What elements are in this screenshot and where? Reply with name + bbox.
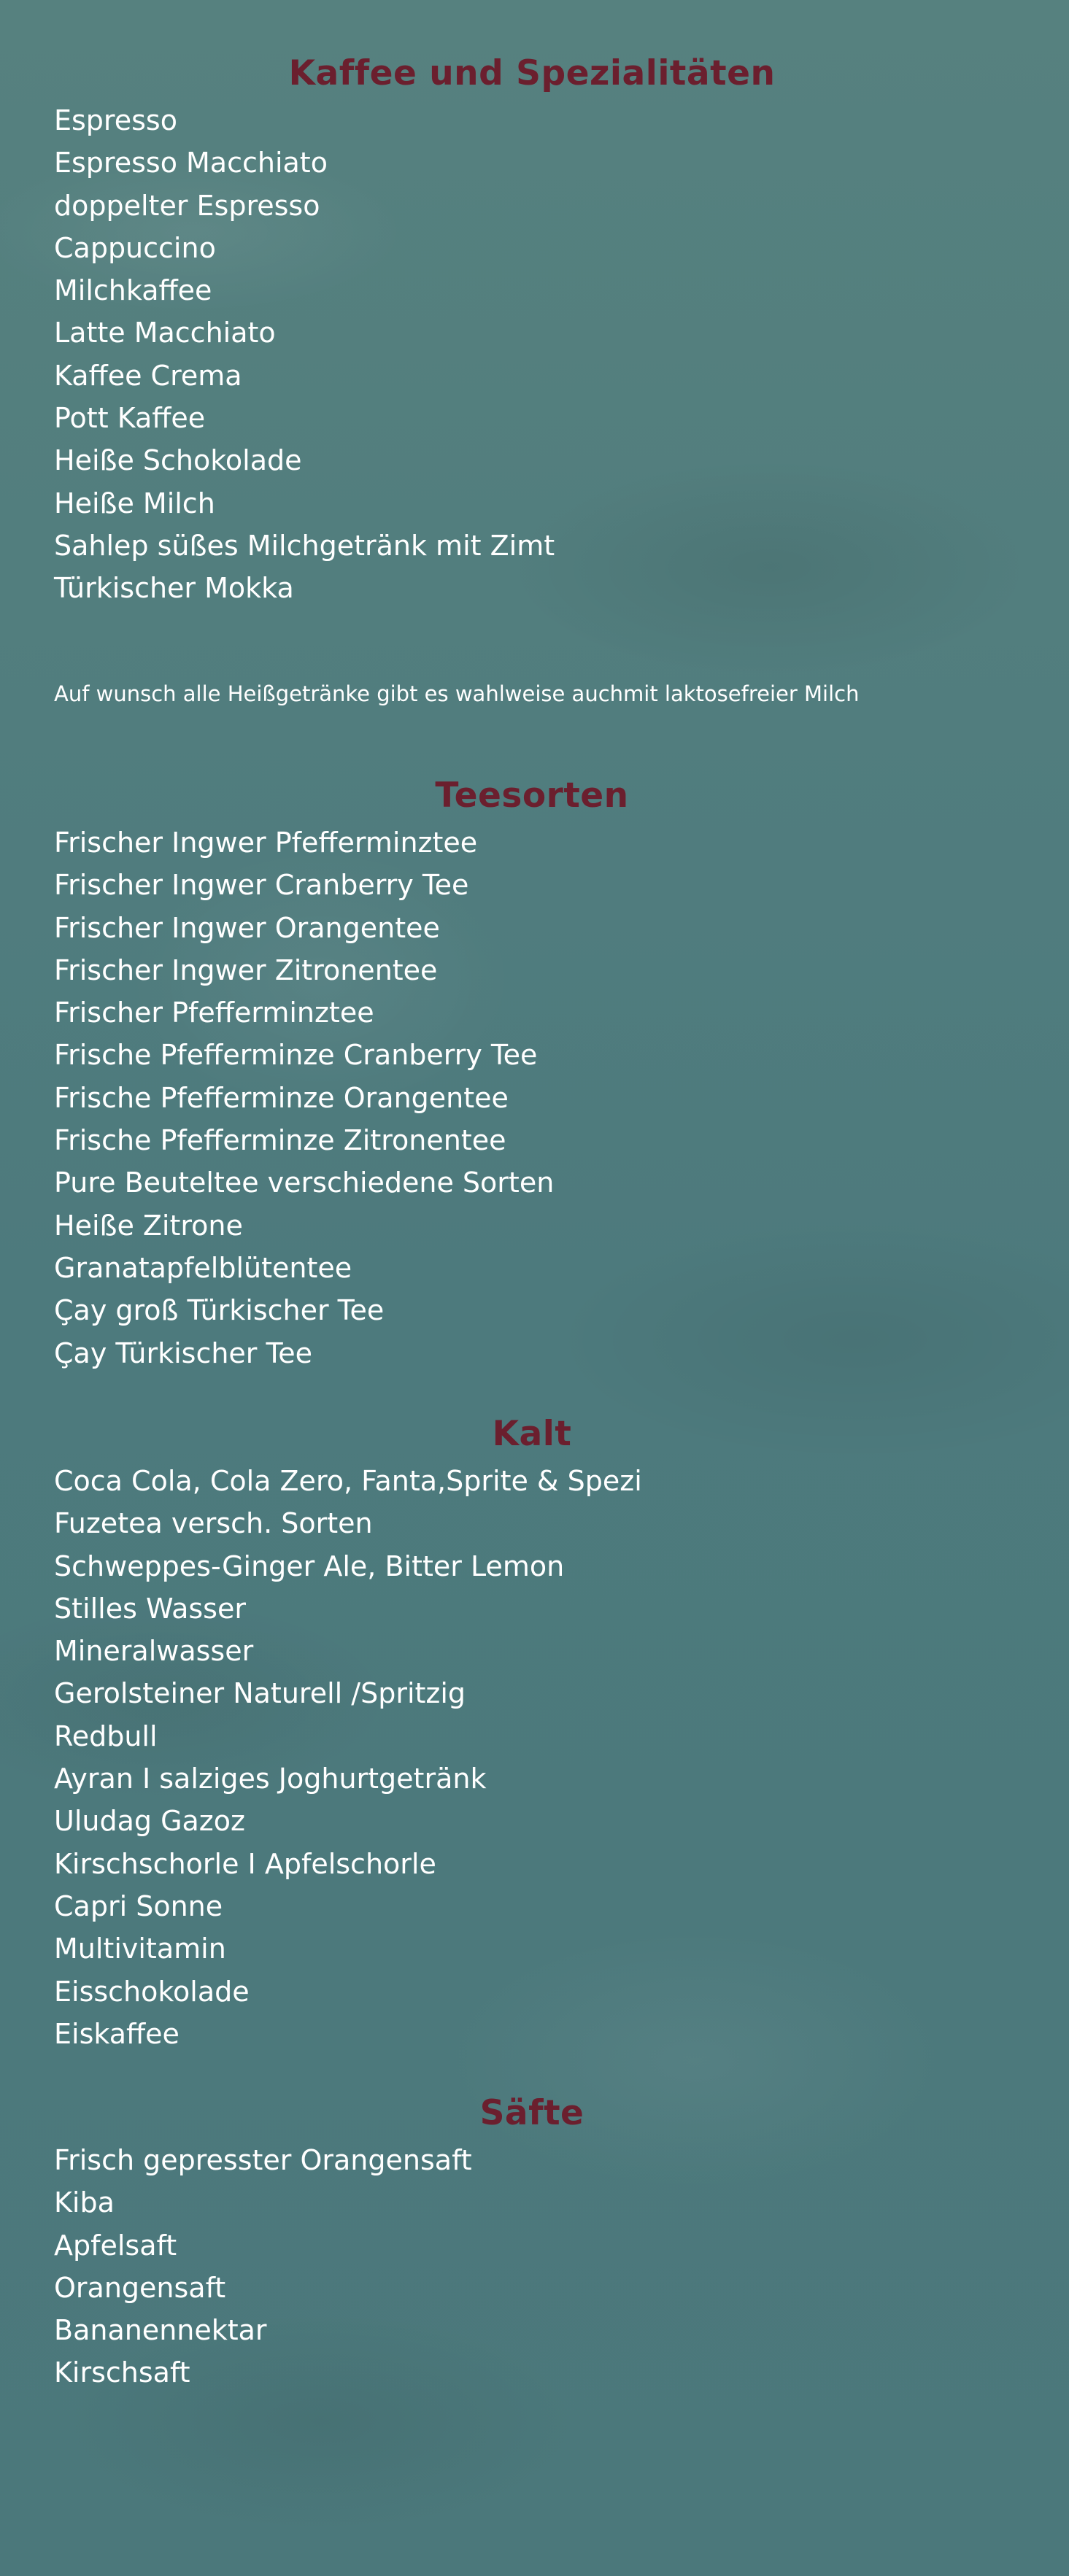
menu-item: doppelter Espresso xyxy=(54,189,320,222)
menu-item: Fuzetea versch. Sorten xyxy=(54,1507,373,1540)
menu-item: Frischer Ingwer Cranberry Tee xyxy=(54,869,469,902)
menu-item: Eisschokolade xyxy=(54,1975,250,2008)
menu-item: Granatapfelblütentee xyxy=(54,1251,352,1284)
menu-item: Apfelsaft xyxy=(54,2229,177,2262)
menu-item: Frischer Ingwer Orangentee xyxy=(54,911,440,944)
menu-item: Heiße Milch xyxy=(54,487,215,519)
item-list-saefte xyxy=(54,2139,472,2394)
menu-item: Stilles Wasser xyxy=(54,1592,246,1625)
menu-item: Frische Pfefferminze Orangentee xyxy=(54,1081,509,1114)
menu-item: Uludag Gazoz xyxy=(54,1805,245,1838)
menu-item: Latte Macchiato xyxy=(54,317,276,349)
menu-item: Frischer Pfefferminztee xyxy=(54,997,374,1029)
menu-item: Kirschschorle I Apfelschorle xyxy=(54,1847,436,1880)
menu-item: Frische Pfefferminze Cranberry Tee xyxy=(54,1039,538,1072)
menu-item: Kiba xyxy=(54,2186,115,2219)
menu-item: Redbull xyxy=(54,1720,158,1752)
menu-item: Frischer Ingwer Pfefferminztee xyxy=(54,827,478,859)
menu-item: Capri Sonne xyxy=(54,1890,223,1922)
menu-item: Espresso Macchiato xyxy=(54,147,328,179)
menu-item: Mineralwasser xyxy=(54,1635,254,1668)
item-list-kalt xyxy=(54,1460,642,2055)
menu-item: Kirschsaft xyxy=(54,2356,190,2389)
menu-item: Gerolsteiner Naturell /Spritzig xyxy=(54,1677,466,1710)
menu-item: Cappuccino xyxy=(54,231,216,264)
menu-item: Pure Beuteltee verschiedene Sorten xyxy=(54,1167,555,1199)
menu-item: Pott Kaffee xyxy=(54,402,206,435)
menu-item: Çay groß Türkischer Tee xyxy=(54,1294,385,1327)
menu-item: Schweppes-Ginger Ale, Bitter Lemon xyxy=(54,1550,565,1582)
menu-item: Frische Pfefferminze Zitronentee xyxy=(54,1124,506,1157)
menu-item: Ayran I salziges Joghurtgetränk xyxy=(54,1763,487,1795)
menu-item: Çay Türkischer Tee xyxy=(54,1337,313,1369)
menu-item: Multivitamin xyxy=(54,1933,226,1965)
section-title-saefte: Säfte xyxy=(479,2093,584,2133)
section-title-kalt: Kalt xyxy=(492,1414,572,1454)
menu-item: Coca Cola, Cola Zero, Fanta,Sprite & Spezi xyxy=(54,1465,642,1497)
menu-item: Frisch gepresster Orangensaft xyxy=(54,2144,472,2176)
section-title-kaffee: Kaffee und Spezialitäten xyxy=(288,53,776,93)
menu-item: Heiße Zitrone xyxy=(54,1209,243,1242)
lactose-free-note: Auf wunsch alle Heißgetränke gibt es wahlweise auchmit laktosefreier Milch xyxy=(54,681,860,706)
menu-item: Milchkaffee xyxy=(54,274,212,307)
menu-item: Frischer Ingwer Zitronentee xyxy=(54,954,438,986)
item-list-teesorten xyxy=(54,821,554,1374)
menu-item: Espresso xyxy=(54,104,177,136)
menu-item: Sahlep süßes Milchgetränk mit Zimt xyxy=(54,529,555,562)
menu-item: Eiskaffee xyxy=(54,2017,180,2050)
menu-item: Kaffee Crema xyxy=(54,359,242,392)
menu-item: Türkischer Mokka xyxy=(54,572,294,605)
menu-item: Bananennektar xyxy=(54,2314,267,2347)
menu-item: Heiße Schokolade xyxy=(54,444,302,477)
menu-item: Orangensaft xyxy=(54,2271,226,2304)
item-list-kaffee xyxy=(54,99,555,610)
section-title-teesorten: Teesorten xyxy=(435,775,629,816)
